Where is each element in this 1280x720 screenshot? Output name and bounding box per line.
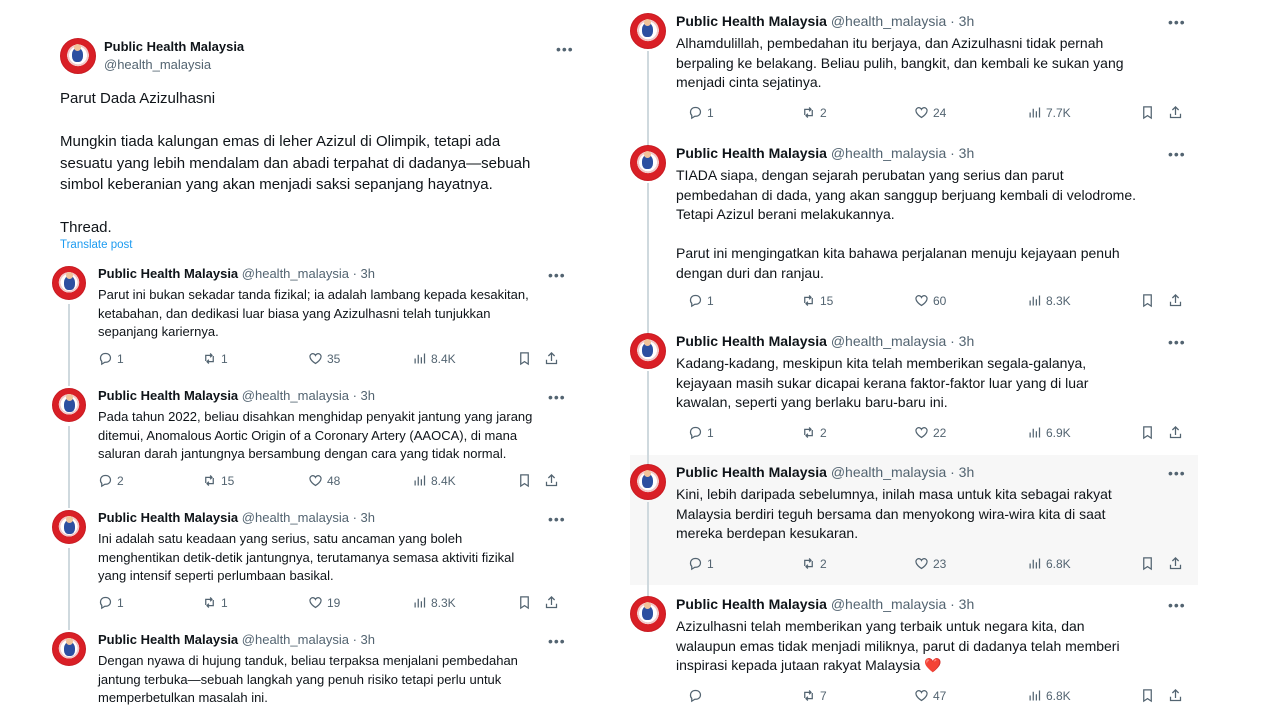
like-icon (308, 351, 323, 366)
repost-count: 15 (820, 293, 834, 308)
views-button[interactable] (412, 351, 456, 366)
reply-icon (98, 595, 113, 610)
timestamp[interactable]: · 3h (950, 13, 975, 29)
main-post-text: Parut Dada Azizulhasni Mungkin tiada kalungan emas di leher Azizul di Olimpik, tetapi ada sesuatu yang lebih mendalam dan abadi terpahat di dadanya—sebuah simbol keberanian yang akan menjadi saksi sepanjang hayatnya. Thread. (60, 90, 531, 236)
bookmark-icon (517, 351, 532, 366)
bookmark-button[interactable] (517, 595, 532, 610)
reply-button[interactable] (98, 595, 124, 610)
more-icon[interactable]: ••• (556, 41, 574, 57)
author-name[interactable]: Public Health Malaysia (98, 266, 239, 281)
views-count: 8.4K (431, 473, 456, 488)
repost-button[interactable] (801, 293, 833, 308)
author-handle[interactable]: @health_malaysia (241, 510, 349, 525)
share-icon (1168, 556, 1183, 571)
thread-line (647, 502, 649, 598)
repost-button[interactable] (202, 473, 234, 488)
tweet-header (676, 333, 974, 349)
views-icon (1027, 425, 1042, 440)
repost-count: 2 (820, 556, 827, 571)
reply-icon (98, 473, 113, 488)
thread-line (647, 51, 649, 147)
author-name[interactable]: Public Health Malaysia (676, 13, 827, 29)
reply-count: 1 (707, 425, 714, 440)
bookmark-icon (517, 473, 532, 488)
author-handle[interactable]: @health_malaysia (241, 632, 349, 647)
author-handle[interactable]: @health_malaysia (104, 57, 212, 72)
tweet-text: Pada tahun 2022, beliau disahkan menghidap penyakit jantung yang jarang ditemui, Anomalous Aortic Origin of a Coronary Artery (AAOCA), di mana saluran darah jantungnya bersambung dengan cara yang tidak normal. (98, 409, 533, 461)
tweet-header (98, 388, 375, 403)
timestamp[interactable]: · 3h (352, 632, 375, 647)
views-button[interactable] (1027, 425, 1071, 440)
avatar[interactable] (52, 266, 86, 300)
thread-line (647, 183, 649, 333)
tweet-text: Alhamdulillah, pembedahan itu berjaya, dan Azizulhasni tidak pernah berpaling ke belakang. Beliau pulih, bangkit, dan kembali ke sukan yang menjadi cinta sejatinya. (676, 35, 1124, 90)
repost-button[interactable] (202, 351, 228, 366)
author-handle[interactable]: @health_malaysia (830, 596, 947, 612)
bookmark-icon (517, 595, 532, 610)
author-name[interactable]: Public Health Malaysia (676, 145, 827, 161)
like-count: 35 (327, 351, 341, 366)
share-icon (544, 351, 559, 366)
bookmark-button[interactable] (517, 351, 532, 366)
timestamp[interactable]: · 3h (352, 266, 375, 281)
like-button[interactable] (308, 351, 340, 366)
reply-count: 1 (707, 105, 714, 120)
tweet-text: Azizulhasni telah memberikan yang terbaik untuk negara kita, dan walaupun emas tidak menjadi miliknya, parut di dadanya telah memberi inspirasi kepada jutaan rakyat Malaysia ❤️ (676, 618, 1120, 673)
like-count: 22 (933, 425, 947, 440)
avatar[interactable] (630, 13, 666, 49)
bookmark-button[interactable] (1140, 425, 1155, 440)
tweet-text: Kadang-kadang, meskipun kita telah memberikan segala-galanya, kejayaan masih sukar dicapai kerana faktor-faktor luar yang di luar kawalan, seperti yang berlaku baru-baru ini. (676, 355, 1089, 410)
views-icon (412, 351, 427, 366)
author-handle[interactable]: @health_malaysia (830, 464, 947, 480)
views-icon (412, 595, 427, 610)
author-name[interactable]: Public Health Malaysia (98, 388, 239, 403)
tweet-text: TIADA siapa, dengan sejarah perubatan yang serius dan parut pembedahan di dada, yang akan sanggup berjuang kembali di velodrome. Tetapi Azizul berani melakukannya. Parut ini mengingatkan kita bahawa perjalanan menuju kejayaan penuh dengan duri dan ranjau. (676, 167, 1136, 281)
more-icon[interactable]: ••• (1168, 465, 1186, 481)
repost-button[interactable] (801, 688, 827, 703)
repost-icon (801, 688, 816, 703)
views-icon (1027, 293, 1042, 308)
views-icon (1027, 556, 1042, 571)
avatar[interactable] (630, 333, 666, 369)
author-name[interactable]: Public Health Malaysia (676, 596, 827, 612)
like-button[interactable] (308, 473, 340, 488)
views-count: 6.9K (1046, 425, 1071, 440)
repost-button[interactable] (202, 595, 228, 610)
bookmark-icon (1140, 556, 1155, 571)
views-count: 6.8K (1046, 688, 1071, 703)
tweet-header (676, 464, 974, 480)
reply-icon (688, 425, 703, 440)
tweet-header (98, 266, 375, 281)
thread-line (68, 548, 70, 630)
like-icon (914, 688, 929, 703)
like-count: 60 (933, 293, 947, 308)
reply-icon (688, 105, 703, 120)
share-button[interactable] (1168, 556, 1183, 571)
tweet-header (676, 596, 974, 612)
share-button[interactable] (1168, 688, 1183, 703)
timestamp[interactable]: · 3h (352, 510, 375, 525)
reply-button[interactable] (98, 351, 124, 366)
author-handle[interactable]: @health_malaysia (830, 333, 947, 349)
like-button[interactable] (308, 595, 340, 610)
bookmark-button[interactable] (1140, 105, 1155, 120)
avatar[interactable] (630, 464, 666, 500)
avatar[interactable] (52, 632, 86, 666)
views-button[interactable] (1027, 105, 1071, 120)
views-count: 8.3K (1046, 293, 1071, 308)
repost-count: 2 (820, 425, 827, 440)
like-count: 24 (933, 105, 947, 120)
reply-button[interactable] (688, 688, 707, 703)
like-count: 23 (933, 556, 947, 571)
like-icon (308, 473, 323, 488)
avatar[interactable] (60, 38, 96, 74)
repost-button[interactable] (801, 425, 827, 440)
reply-icon (688, 688, 703, 703)
thread-line (647, 371, 649, 467)
author-name[interactable]: Public Health Malaysia (676, 464, 827, 480)
translate-post-link[interactable]: Translate post (60, 239, 133, 251)
share-icon (1168, 293, 1183, 308)
bookmark-button[interactable] (517, 473, 532, 488)
author-name[interactable]: Public Health Malaysia (104, 39, 245, 54)
author-name[interactable]: Public Health Malaysia (98, 632, 239, 647)
reply-count: 1 (117, 595, 124, 610)
tweet-header (676, 13, 974, 29)
bookmark-button[interactable] (1140, 293, 1155, 308)
share-icon (1168, 425, 1183, 440)
tweet-text: Parut ini bukan sekadar tanda fizikal; ia adalah lambang kepada kesakitan, ketabahan, dan dedikasi luar biasa yang Azizulhasni telah tunjukkan sepanjang kariernya. (98, 287, 529, 339)
reply-icon (688, 556, 703, 571)
bookmark-button[interactable] (1140, 688, 1155, 703)
main-post-header (60, 38, 574, 78)
like-button[interactable] (914, 293, 946, 308)
reply-count: 1 (117, 351, 124, 366)
thread-line (68, 304, 70, 386)
repost-icon (801, 293, 816, 308)
views-button[interactable] (1027, 688, 1071, 703)
like-icon (308, 595, 323, 610)
like-count: 19 (327, 595, 341, 610)
timestamp[interactable]: · 3h (352, 388, 375, 403)
tweet-text: Ini adalah satu keadaan yang serius, satu ancaman yang boleh menghentikan detik-detik jantungnya, terutamanya semasa aktiviti fizikal yang intensif seperti perlumbaan basikal. (98, 531, 515, 583)
like-icon (914, 556, 929, 571)
reply-button[interactable] (688, 293, 714, 308)
like-icon (914, 425, 929, 440)
reply-count: 2 (117, 473, 124, 488)
views-button[interactable] (1027, 556, 1071, 571)
more-icon[interactable]: ••• (1168, 334, 1186, 350)
more-icon[interactable]: ••• (548, 633, 566, 649)
reply-button[interactable] (688, 425, 714, 440)
bookmark-icon (1140, 425, 1155, 440)
avatar[interactable] (630, 596, 666, 632)
avatar[interactable] (630, 145, 666, 181)
reply-count: 1 (707, 556, 714, 571)
repost-button[interactable] (801, 105, 827, 120)
repost-count: 7 (820, 688, 827, 703)
bookmark-icon (1140, 293, 1155, 308)
tweet-text: Dengan nyawa di hujung tanduk, beliau terpaksa menjalani pembedahan jantung terbuka—sebuah langkah yang penuh risiko tetapi perlu untuk memperbetulkan masalah ini. (98, 653, 518, 705)
author-handle[interactable]: @health_malaysia (830, 13, 947, 29)
views-icon (1027, 688, 1042, 703)
share-button[interactable] (1168, 425, 1183, 440)
views-count: 8.4K (431, 351, 456, 366)
bookmark-button[interactable] (1140, 556, 1155, 571)
like-button[interactable] (914, 688, 946, 703)
views-count: 6.8K (1046, 556, 1071, 571)
tweet-header (98, 632, 375, 647)
share-icon (1168, 105, 1183, 120)
views-button[interactable] (412, 595, 456, 610)
like-icon (914, 105, 929, 120)
more-icon[interactable]: ••• (1168, 146, 1186, 162)
repost-count: 1 (221, 351, 228, 366)
repost-count: 1 (221, 595, 228, 610)
share-button[interactable] (544, 473, 559, 488)
timestamp[interactable]: · 3h (950, 333, 975, 349)
reply-button[interactable] (688, 556, 714, 571)
thread-line (68, 426, 70, 508)
share-button[interactable] (1168, 105, 1183, 120)
tweet-header (98, 510, 375, 525)
repost-icon (801, 105, 816, 120)
repost-icon (801, 556, 816, 571)
repost-count: 15 (221, 473, 235, 488)
like-button[interactable] (914, 105, 946, 120)
repost-button[interactable] (801, 556, 827, 571)
timestamp[interactable]: · 3h (950, 596, 975, 612)
views-count: 7.7K (1046, 105, 1071, 120)
bookmark-icon (1140, 688, 1155, 703)
bookmark-icon (1140, 105, 1155, 120)
reply-button[interactable] (688, 105, 714, 120)
timestamp[interactable]: · 3h (950, 464, 975, 480)
views-button[interactable] (412, 473, 456, 488)
author-handle[interactable]: @health_malaysia (830, 145, 947, 161)
repost-icon (202, 595, 217, 610)
like-button[interactable] (914, 556, 946, 571)
timestamp[interactable]: · 3h (950, 145, 975, 161)
more-icon[interactable]: ••• (548, 389, 566, 405)
views-icon (1027, 105, 1042, 120)
share-button[interactable] (1168, 293, 1183, 308)
repost-icon (202, 473, 217, 488)
like-count: 47 (933, 688, 947, 703)
views-icon (412, 473, 427, 488)
author-handle[interactable]: @health_malaysia (241, 388, 349, 403)
repost-icon (801, 425, 816, 440)
share-icon (1168, 688, 1183, 703)
share-button[interactable] (544, 595, 559, 610)
like-count: 48 (327, 473, 341, 488)
more-icon[interactable]: ••• (548, 267, 566, 283)
author-handle[interactable]: @health_malaysia (241, 266, 349, 281)
share-icon (544, 595, 559, 610)
author-name[interactable]: Public Health Malaysia (676, 333, 827, 349)
repost-icon (202, 351, 217, 366)
more-icon[interactable]: ••• (1168, 14, 1186, 30)
reply-button[interactable] (98, 473, 124, 488)
tweet-header (676, 145, 974, 161)
reply-icon (98, 351, 113, 366)
views-count: 8.3K (431, 595, 456, 610)
avatar[interactable] (52, 510, 86, 544)
author-name[interactable]: Public Health Malaysia (98, 510, 239, 525)
views-button[interactable] (1027, 293, 1071, 308)
more-icon[interactable]: ••• (1168, 597, 1186, 613)
like-button[interactable] (914, 425, 946, 440)
share-icon (544, 473, 559, 488)
reply-icon (688, 293, 703, 308)
repost-count: 2 (820, 105, 827, 120)
like-icon (914, 293, 929, 308)
share-button[interactable] (544, 351, 559, 366)
avatar[interactable] (52, 388, 86, 422)
more-icon[interactable]: ••• (548, 511, 566, 527)
reply-count: 1 (707, 293, 714, 308)
tweet-text: Kini, lebih daripada sebelumnya, inilah masa untuk kita sebagai rakyat Malaysia berdiri teguh bersama dan menyokong wira-wira kita di saat mereka berdepan kesukaran. (676, 486, 1112, 541)
